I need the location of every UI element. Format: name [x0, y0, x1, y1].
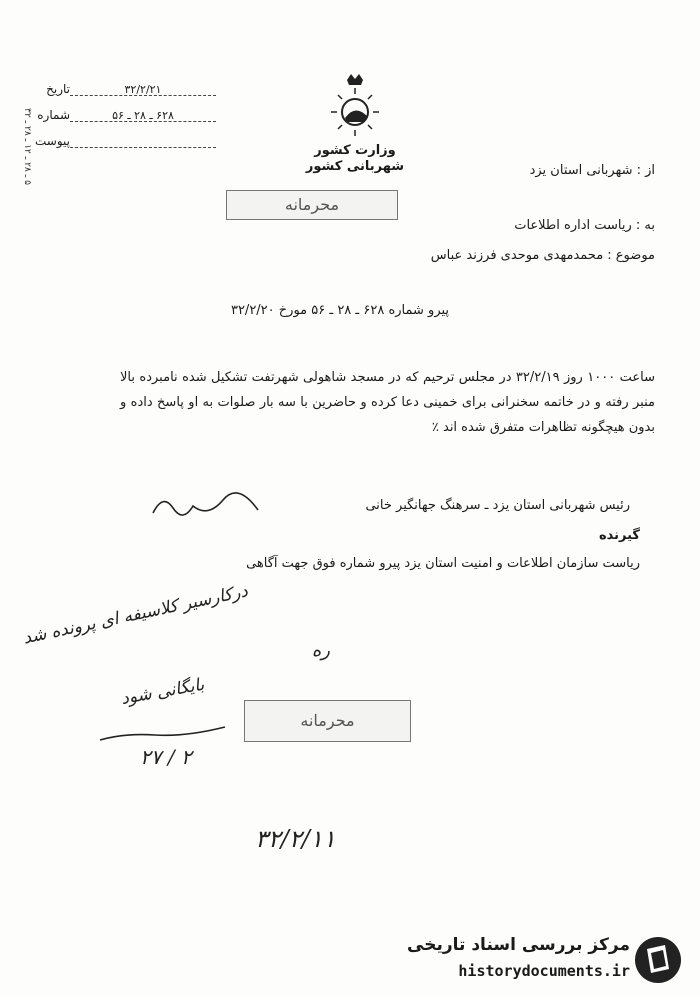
handwritten-date: ۳۲/۲/۱۱	[255, 825, 336, 853]
side-note: ۵ ـ ۲۸ ـ ۱۲ ـ ۲۸ ـ ۳۲	[22, 108, 32, 185]
date-label: تاریخ	[46, 82, 70, 96]
receivers-label: گیرنده	[598, 528, 640, 543]
handwritten-initials: ره	[311, 640, 330, 661]
handwritten-note-1: درکارسیر کلاسیفه ای پرونده شد	[21, 581, 250, 649]
attachment-value	[70, 135, 216, 148]
number-label: شماره	[37, 108, 70, 122]
attachment-row	[20, 128, 220, 154]
date-row	[20, 76, 220, 102]
number-row	[20, 102, 220, 128]
archive-url[interactable]: historydocuments.ir	[458, 962, 630, 980]
archive-title: مرکز بررسی اسناد تاریخی	[407, 935, 630, 955]
receivers-line: ریاست سازمان اطلاعات و امنیت استان یزد پیرو شماره فوق جهت آگاهی	[246, 556, 640, 571]
subject-line: موضوع : محمدمهدی موحدی فرزند عباس	[430, 248, 655, 263]
to-line: به : ریاست اداره اطلاعات	[514, 218, 655, 233]
department-name: شهربانی کشور	[305, 159, 405, 174]
confidential-stamp-2: محرمانه	[244, 700, 411, 742]
handwritten-note-3: ۲۷ / ۲	[140, 745, 192, 769]
document-meta	[20, 76, 220, 154]
attachment-label: پیوست	[35, 134, 70, 148]
signature-line: رئیس شهربانی استان یزد ـ سرهنگ جهانگیر خانی	[365, 498, 630, 513]
number-value: ۶۲۸ ـ ۲۸ ـ ۵۶	[70, 109, 216, 122]
archive-logo-icon	[633, 935, 683, 985]
lion-and-sun-emblem-icon	[325, 72, 385, 142]
from-line: از : شهربانی استان یزد	[529, 163, 655, 178]
ministry-name: وزارت کشور	[314, 143, 396, 158]
handwritten-note-2: بایگانی شود	[119, 674, 206, 710]
confidential-stamp: محرمانه	[226, 190, 398, 220]
handwritten-signature-icon	[148, 488, 268, 528]
letter-body: ساعت ۱۰۰۰ روز ۳۲/۲/۱۹ در مجلس ترحیم که در مسجد شاهولی شهرتفت تشکیل شده نامبرده بالا منبر رفته و در خاتمه سخنرانی برای خمینی دعا کرده و حاضرین با سه بار صلوات به او پاسخ داده و بدون هیچگونه تظاهرات متفرق شده اند ٪	[120, 370, 655, 435]
date-value: ۳۲/۲/۲۱	[70, 83, 216, 96]
reference-line: پیرو شماره ۶۲۸ ـ ۲۸ ـ ۵۶ مورخ ۳۲/۲/۲۰	[230, 303, 450, 318]
